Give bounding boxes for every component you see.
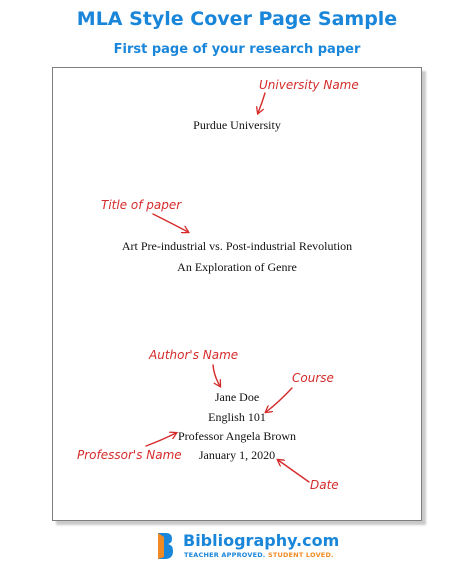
bibliography-logo-icon	[155, 531, 175, 561]
annotation-authors-name: Author's Name	[149, 348, 239, 362]
course-text: English 101	[208, 410, 266, 424]
arrow-professor	[146, 433, 176, 446]
annotation-title-of-paper: Title of paper	[101, 198, 182, 212]
annotation-date: Date	[310, 478, 339, 492]
university-text: Purdue University	[193, 118, 281, 132]
arrow-author	[213, 365, 220, 386]
page-title: MLA Style Cover Page Sample	[76, 8, 398, 30]
footer-brand[interactable]: Bibliography.com	[183, 531, 340, 550]
annotation-university-name: University Name	[259, 78, 359, 92]
tagline-teacher: TEACHER APPROVED.	[184, 551, 266, 559]
professor-text: Professor Angela Brown	[178, 429, 296, 443]
paper-title-line2: An Exploration of Genre	[177, 260, 297, 274]
footer-tagline	[184, 551, 334, 559]
arrow-university	[258, 93, 265, 113]
annotation-course: Course	[292, 371, 334, 385]
arrow-date	[278, 460, 309, 482]
arrow-title	[153, 214, 188, 232]
author-text: Jane Doe	[214, 390, 260, 404]
annotation-professors-name: Professor's Name	[77, 448, 182, 462]
page-subtitle: First page of your research paper	[113, 42, 361, 57]
date-text: January 1, 2020	[198, 448, 276, 462]
tagline-student: STUDENT LOVED.	[267, 551, 334, 559]
paper-title-line1: Art Pre-industrial vs. Post-industrial Revolution	[121, 239, 353, 253]
arrow-course	[266, 388, 292, 412]
